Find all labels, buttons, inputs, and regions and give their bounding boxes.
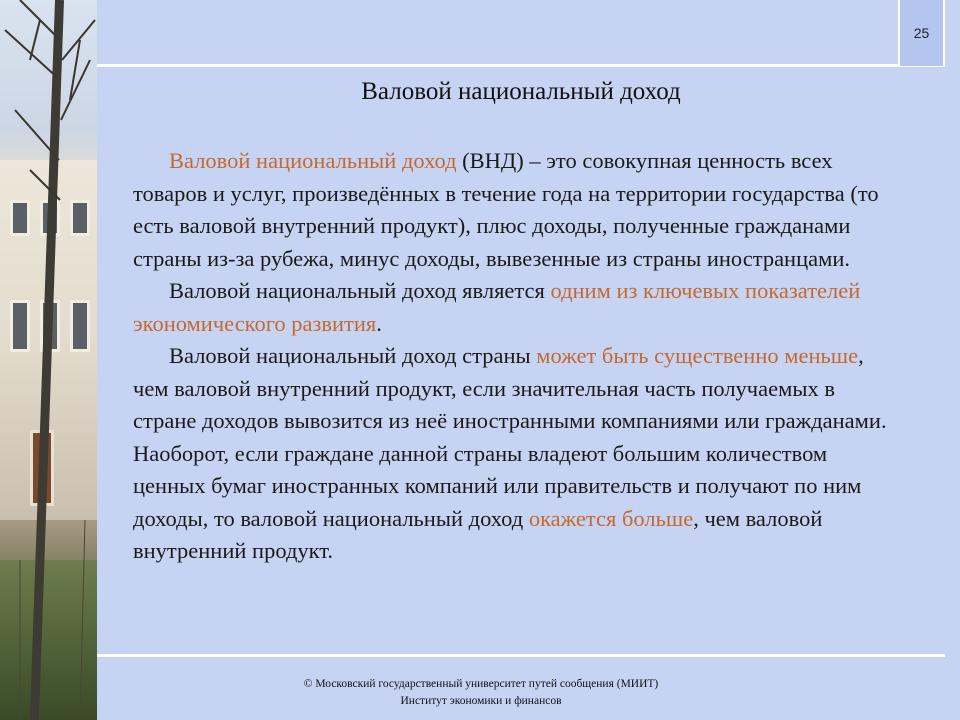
paragraph-comparison	[133, 340, 903, 568]
paragraph-text: , чем валовой внутренний продукт.	[133, 505, 823, 563]
paragraph-text: Валовой национальный доход является	[169, 278, 551, 303]
paragraph-text: .	[376, 310, 382, 336]
footer-institute: Институт экономики и финансов	[400, 695, 562, 707]
highlight-term: Валовой национальный доход	[169, 148, 457, 173]
paragraph-text: Валовой национальный доход страны	[169, 343, 537, 368]
bottom-rule	[97, 654, 945, 657]
page-number: 25	[898, 0, 945, 66]
highlight-text: окажется больше	[528, 505, 694, 531]
slide-panel	[97, 0, 960, 720]
tree-branches	[0, 0, 97, 720]
paragraph-text: , чем валовой внутренний продукт, если значительная часть получаемых в стране доходов вывозится из неё иностранными компаниями или гражданами. Наоборот, если граждане данной страны владеют большим количеством ценных бумаг иностранных компаний или правительств и получают по ним доходы, то валовой национальный доход	[133, 343, 887, 531]
decorative-photo	[0, 0, 97, 720]
footer-university: © Московский государственный университет путей сообщения (МИИТ)	[303, 678, 659, 690]
highlight-text: может быть существенно меньше	[536, 343, 859, 368]
highlight-text: одним из ключевых показателей экономического развития	[133, 278, 861, 336]
top-rule	[97, 64, 945, 67]
slide-title: Валовой национальный доход	[361, 78, 681, 105]
paragraph-text: (ВНД) – это совокупная ценность всех товаров и услуг, произведённых в течение года на территории государства (то есть валовой внутренний продукт), плюс доходы, полученные гражданами страны из-за рубежа, минус доходы, вывезенные из страны иностранцами.	[133, 148, 879, 271]
footer	[97, 676, 865, 710]
paragraph-definition	[133, 145, 903, 275]
paragraph-key-indicator	[133, 275, 903, 340]
slide-body	[133, 145, 903, 568]
